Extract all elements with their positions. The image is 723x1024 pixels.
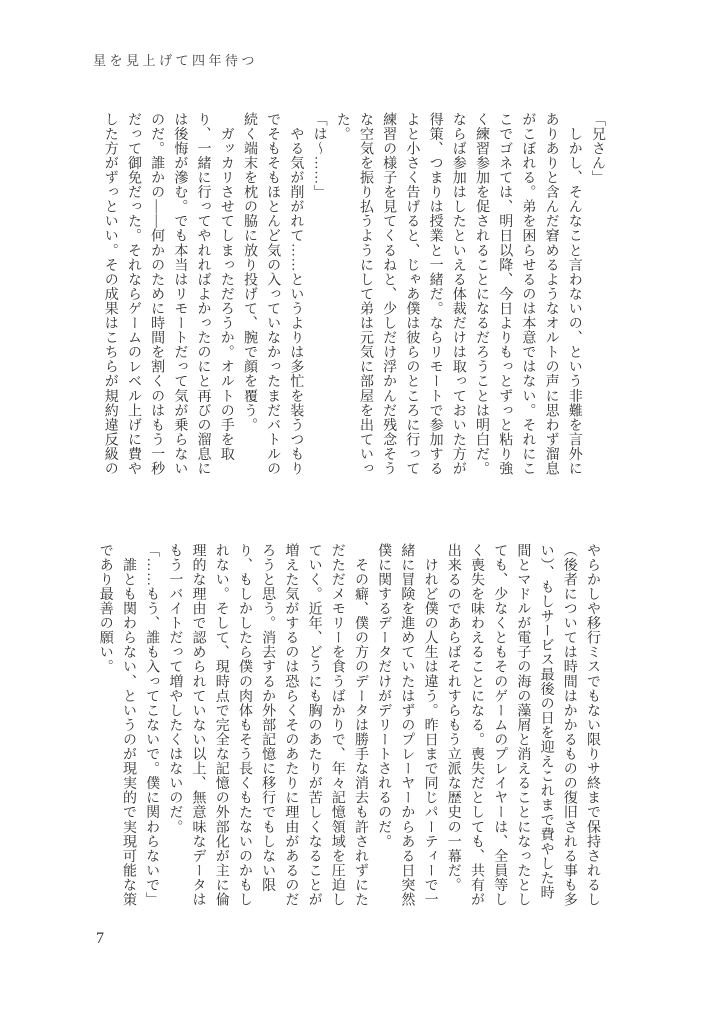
text-block-upper: [99, 112, 609, 479]
text-column: こでゴネては、明日以降、今日よりもっとずっと粘り強: [497, 112, 513, 476]
text-column: でそもそもほとんど気の入っていなかったまだバトルの: [265, 112, 281, 476]
text-column: 増えた気がするのは恐らくそのあたりに理由があるのだ: [283, 543, 299, 907]
text-column: 理的な理由で認められていない以上、無意味なデータは: [190, 543, 206, 907]
text-column: もう一バイトだって増やしたくはないのだ。: [167, 543, 183, 834]
text-column: く練習参加を促されることになるだろうことは明白だ。: [473, 112, 489, 476]
text-column: けれど僕の人生は違う。昨日まで同じパーティーで一: [422, 543, 438, 907]
text-column: り、一緒に行ってやれればよかったのにと再びの溜息に: [195, 112, 211, 476]
text-column: よと小さく告げると、じゃあ僕は彼らのところに行って: [404, 112, 420, 476]
text-column: だただメモリーを食うばかりで、年々記憶領域を圧迫し: [329, 543, 345, 907]
text-column: がこぼれる。弟を困らせるのは本意ではない。それにこ: [520, 112, 536, 476]
text-column: 間とマドルが電子の海の藻屑と消えることになったとし: [515, 543, 531, 907]
text-column: れない。そして、現時点で完全な記憶の外部化が主に倫: [213, 543, 229, 907]
text-block-lower: [94, 543, 604, 907]
text-column: 「は〜……」: [311, 112, 327, 200]
text-column: 緒に冒険を進めていたはずのプレーヤーからある日突然: [399, 543, 415, 907]
text-column: た。: [334, 112, 350, 142]
text-column: い）、もしサービス最後の日を迎えこれまで費やした時: [538, 543, 554, 900]
text-column: 僕に関するデータだけがデリートされるのだ。: [376, 543, 392, 849]
text-column: 練習の様子を見てくるねと、少しだけ浮かんだ残念そう: [381, 112, 397, 476]
text-column: やらかしや移行ミスでもない限りサ終まで保持されるし: [585, 543, 600, 907]
text-column: ならば参加はしたといえる体裁だけは取っておいた方が: [450, 112, 466, 476]
text-column: ていく。近年、どうにも胸のあたりが苦しくなることが: [306, 543, 322, 907]
text-column: ろうと思う。消去するか外部記憶に移行でもしない限: [260, 543, 276, 893]
text-column: しかし、そんなこと言わないの、という非難を言外に: [566, 112, 582, 476]
text-column: 出来るのであらばそれすらもう立派な歴史の一幕だ。: [445, 543, 461, 893]
text-column: であり最善の願い。: [97, 543, 113, 674]
page-number: 7: [96, 930, 104, 947]
text-column: ガッカリさせてしまっただろうか。オルトの手を取: [218, 112, 234, 462]
text-column: した方がずっといい。その成果はこちらが規約違反級の: [102, 112, 118, 476]
text-column: な空気を振り払うようにして弟は元気に部屋を出ていっ: [357, 112, 373, 476]
text-column: ても、少なくともそのゲームのプレイヤーは、全員等し: [492, 543, 508, 907]
text-column: その癖、僕の方のデータは勝手な消去も許されずにた: [352, 543, 368, 907]
text-column: 誰とも関わらない、というのが現実的で実現可能な策: [120, 543, 136, 907]
text-column: のだ。誰かの――何かのために時間を割くのはもう一秒: [149, 112, 165, 476]
text-column: は後悔が滲む。でも本当はリモートだって気が乗らない: [172, 112, 188, 476]
text-column: り、もしかしたら僕の肉体もそう長くもたないのかもし: [236, 543, 252, 907]
text-column: 「兄さん」: [590, 112, 605, 185]
text-column: ありありと含んだ窘めるようなオルトの声に思わず溜息: [543, 112, 559, 476]
text-column: 続く端末を枕の脇に放り投げて、腕で顔を覆う。: [241, 112, 257, 433]
text-column: く喪失を味わえることになる。喪失だとしても、共有が: [468, 543, 484, 907]
text-column: （後者については時間はかかるものの復旧される事も多: [561, 543, 577, 907]
running-title: 星を見上げて四年待つ: [93, 53, 259, 68]
text-column: だって御免だった。それならゲームのレベル上げに費や: [125, 112, 141, 476]
text-column: やる気が削がれて……というよりは多忙を装うつもり: [288, 112, 304, 476]
text-column: 「……もう、誰も入ってこないで。僕に関わらないで」: [144, 543, 160, 907]
text-column: 得策、つまりは授業と一緒だ。ならリモートで参加する: [427, 112, 443, 476]
